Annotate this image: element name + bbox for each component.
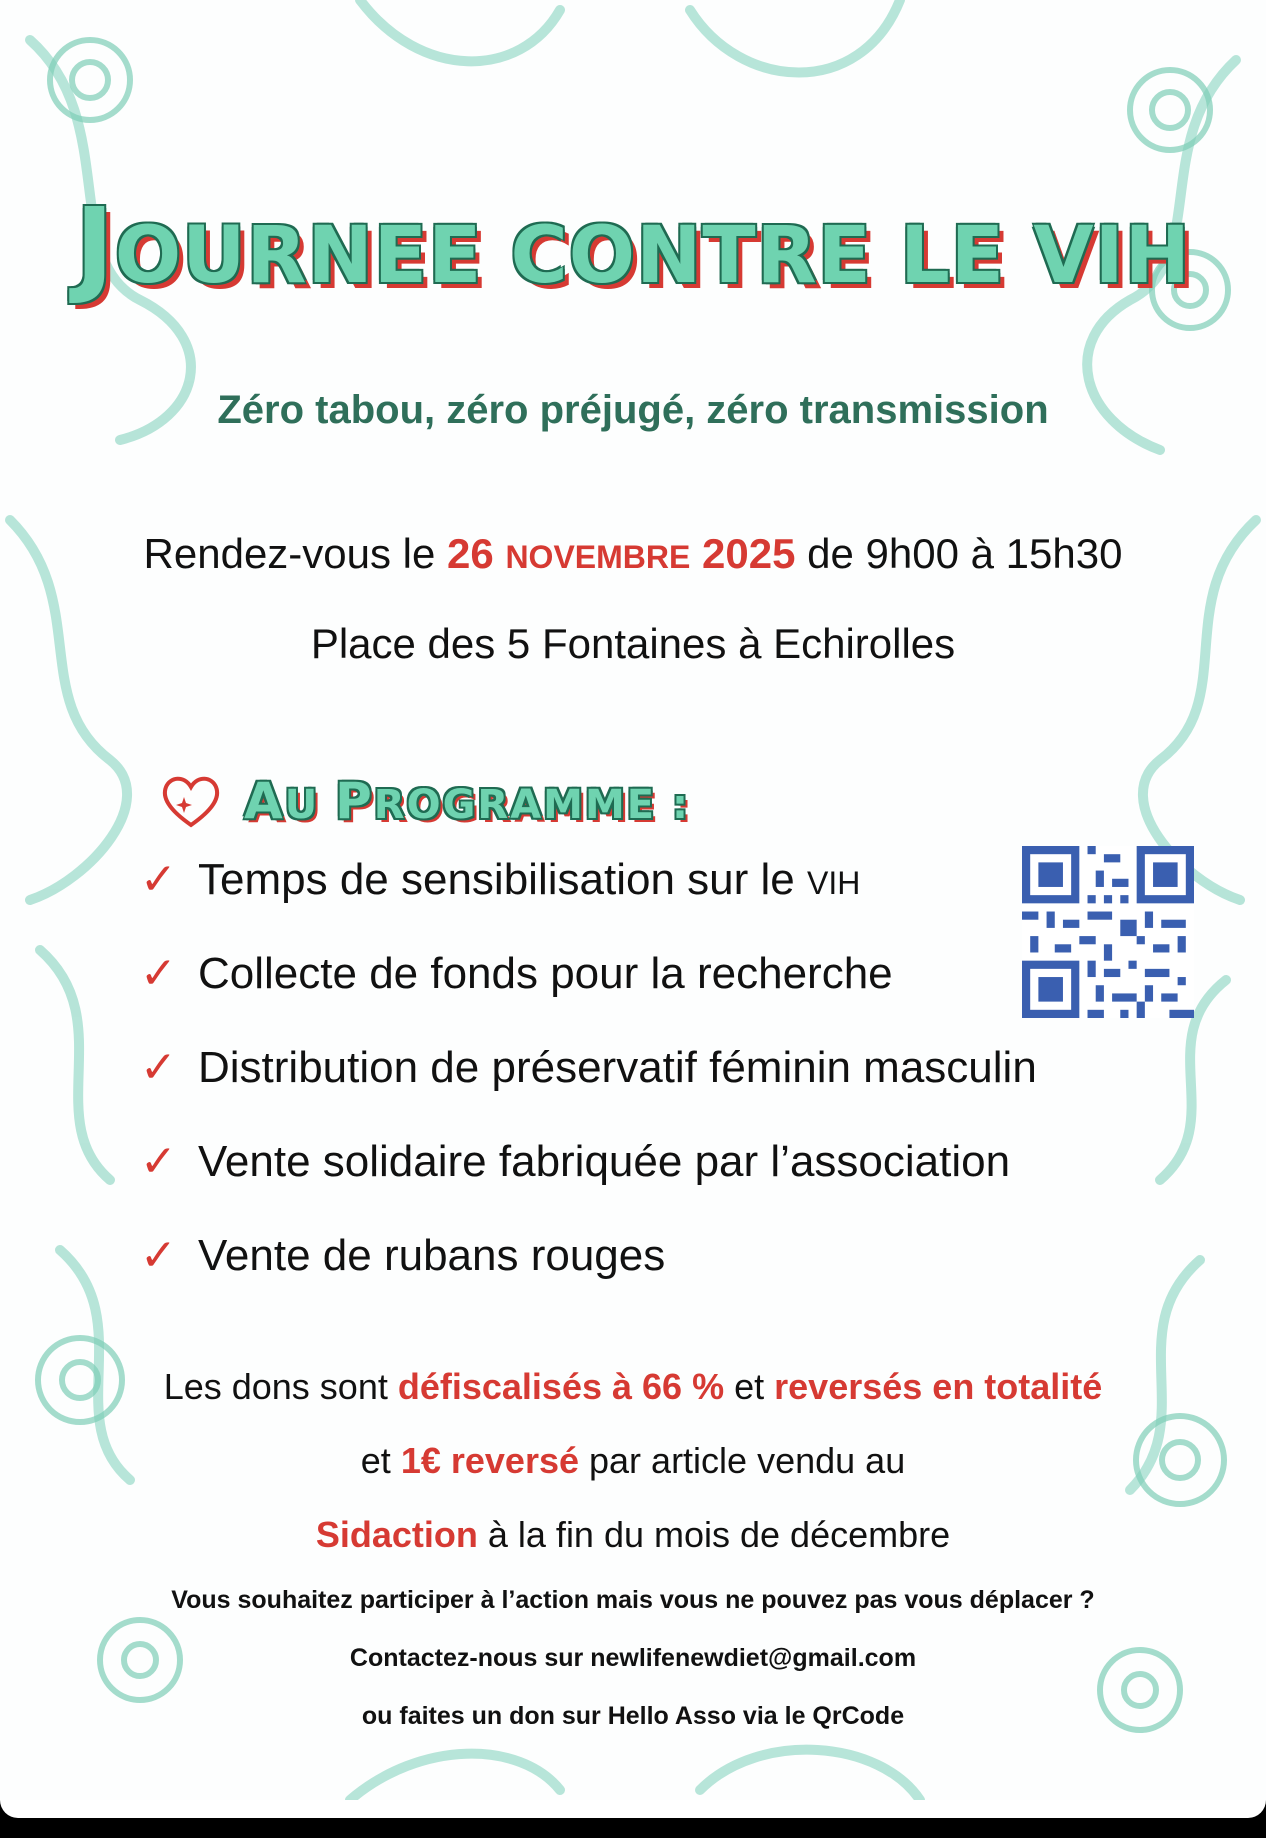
- list-item: ✓ Temps de sensibilisation sur le VIH: [140, 854, 861, 904]
- list-item: ✓ Distribution de préservatif féminin masculin: [140, 1042, 1037, 1092]
- qr-code-icon[interactable]: [1022, 846, 1194, 1018]
- contact-line-3: ou faites un don sur Hello Asso via le QrCode: [361, 1702, 905, 1730]
- bottom-edge-bar: [0, 1800, 1266, 1838]
- subtitle: Zéro tabou, zéro préjugé, zéro transmission: [217, 388, 1049, 432]
- check-icon: ✓: [140, 1043, 177, 1092]
- check-icon: ✓: [140, 1231, 177, 1280]
- list-item: ✓ Vente de rubans rouges: [140, 1230, 666, 1280]
- donation-line-1: Les dons sont défiscalisés à 66 % et reversés en totalité: [163, 1366, 1103, 1407]
- check-icon: ✓: [140, 1137, 177, 1186]
- donation-line-2: et 1€ reversé par article vendu au: [360, 1440, 906, 1481]
- page-title: JOURNEE CONTRE LE VIH: [75, 185, 1191, 307]
- program-title: AU PROGRAMME :: [244, 772, 691, 830]
- event-location: Place des 5 Fontaines à Echirolles: [310, 620, 956, 667]
- heart-sparkle-icon: [160, 773, 222, 829]
- program-heading: [160, 772, 690, 830]
- list-item: ✓ Vente solidaire fabriquée par l’association: [140, 1136, 1011, 1186]
- donation-line-3: Sidaction à la fin du mois de décembre: [315, 1514, 951, 1555]
- check-icon: ✓: [140, 949, 177, 998]
- check-icon: ✓: [140, 855, 177, 904]
- list-item: ✓ Collecte de fonds pour la recherche: [140, 948, 893, 998]
- event-date-line: Rendez-vous le 26 NOVEMBRE 2025 de 9h00 à 15h30: [143, 530, 1123, 577]
- contact-line-1: Vous souhaitez participer à l’action mais vous ne pouvez pas vous déplacer ?: [171, 1586, 1095, 1614]
- contact-email-line[interactable]: Contactez-nous sur newlifenewdiet@gmail.com: [349, 1644, 917, 1672]
